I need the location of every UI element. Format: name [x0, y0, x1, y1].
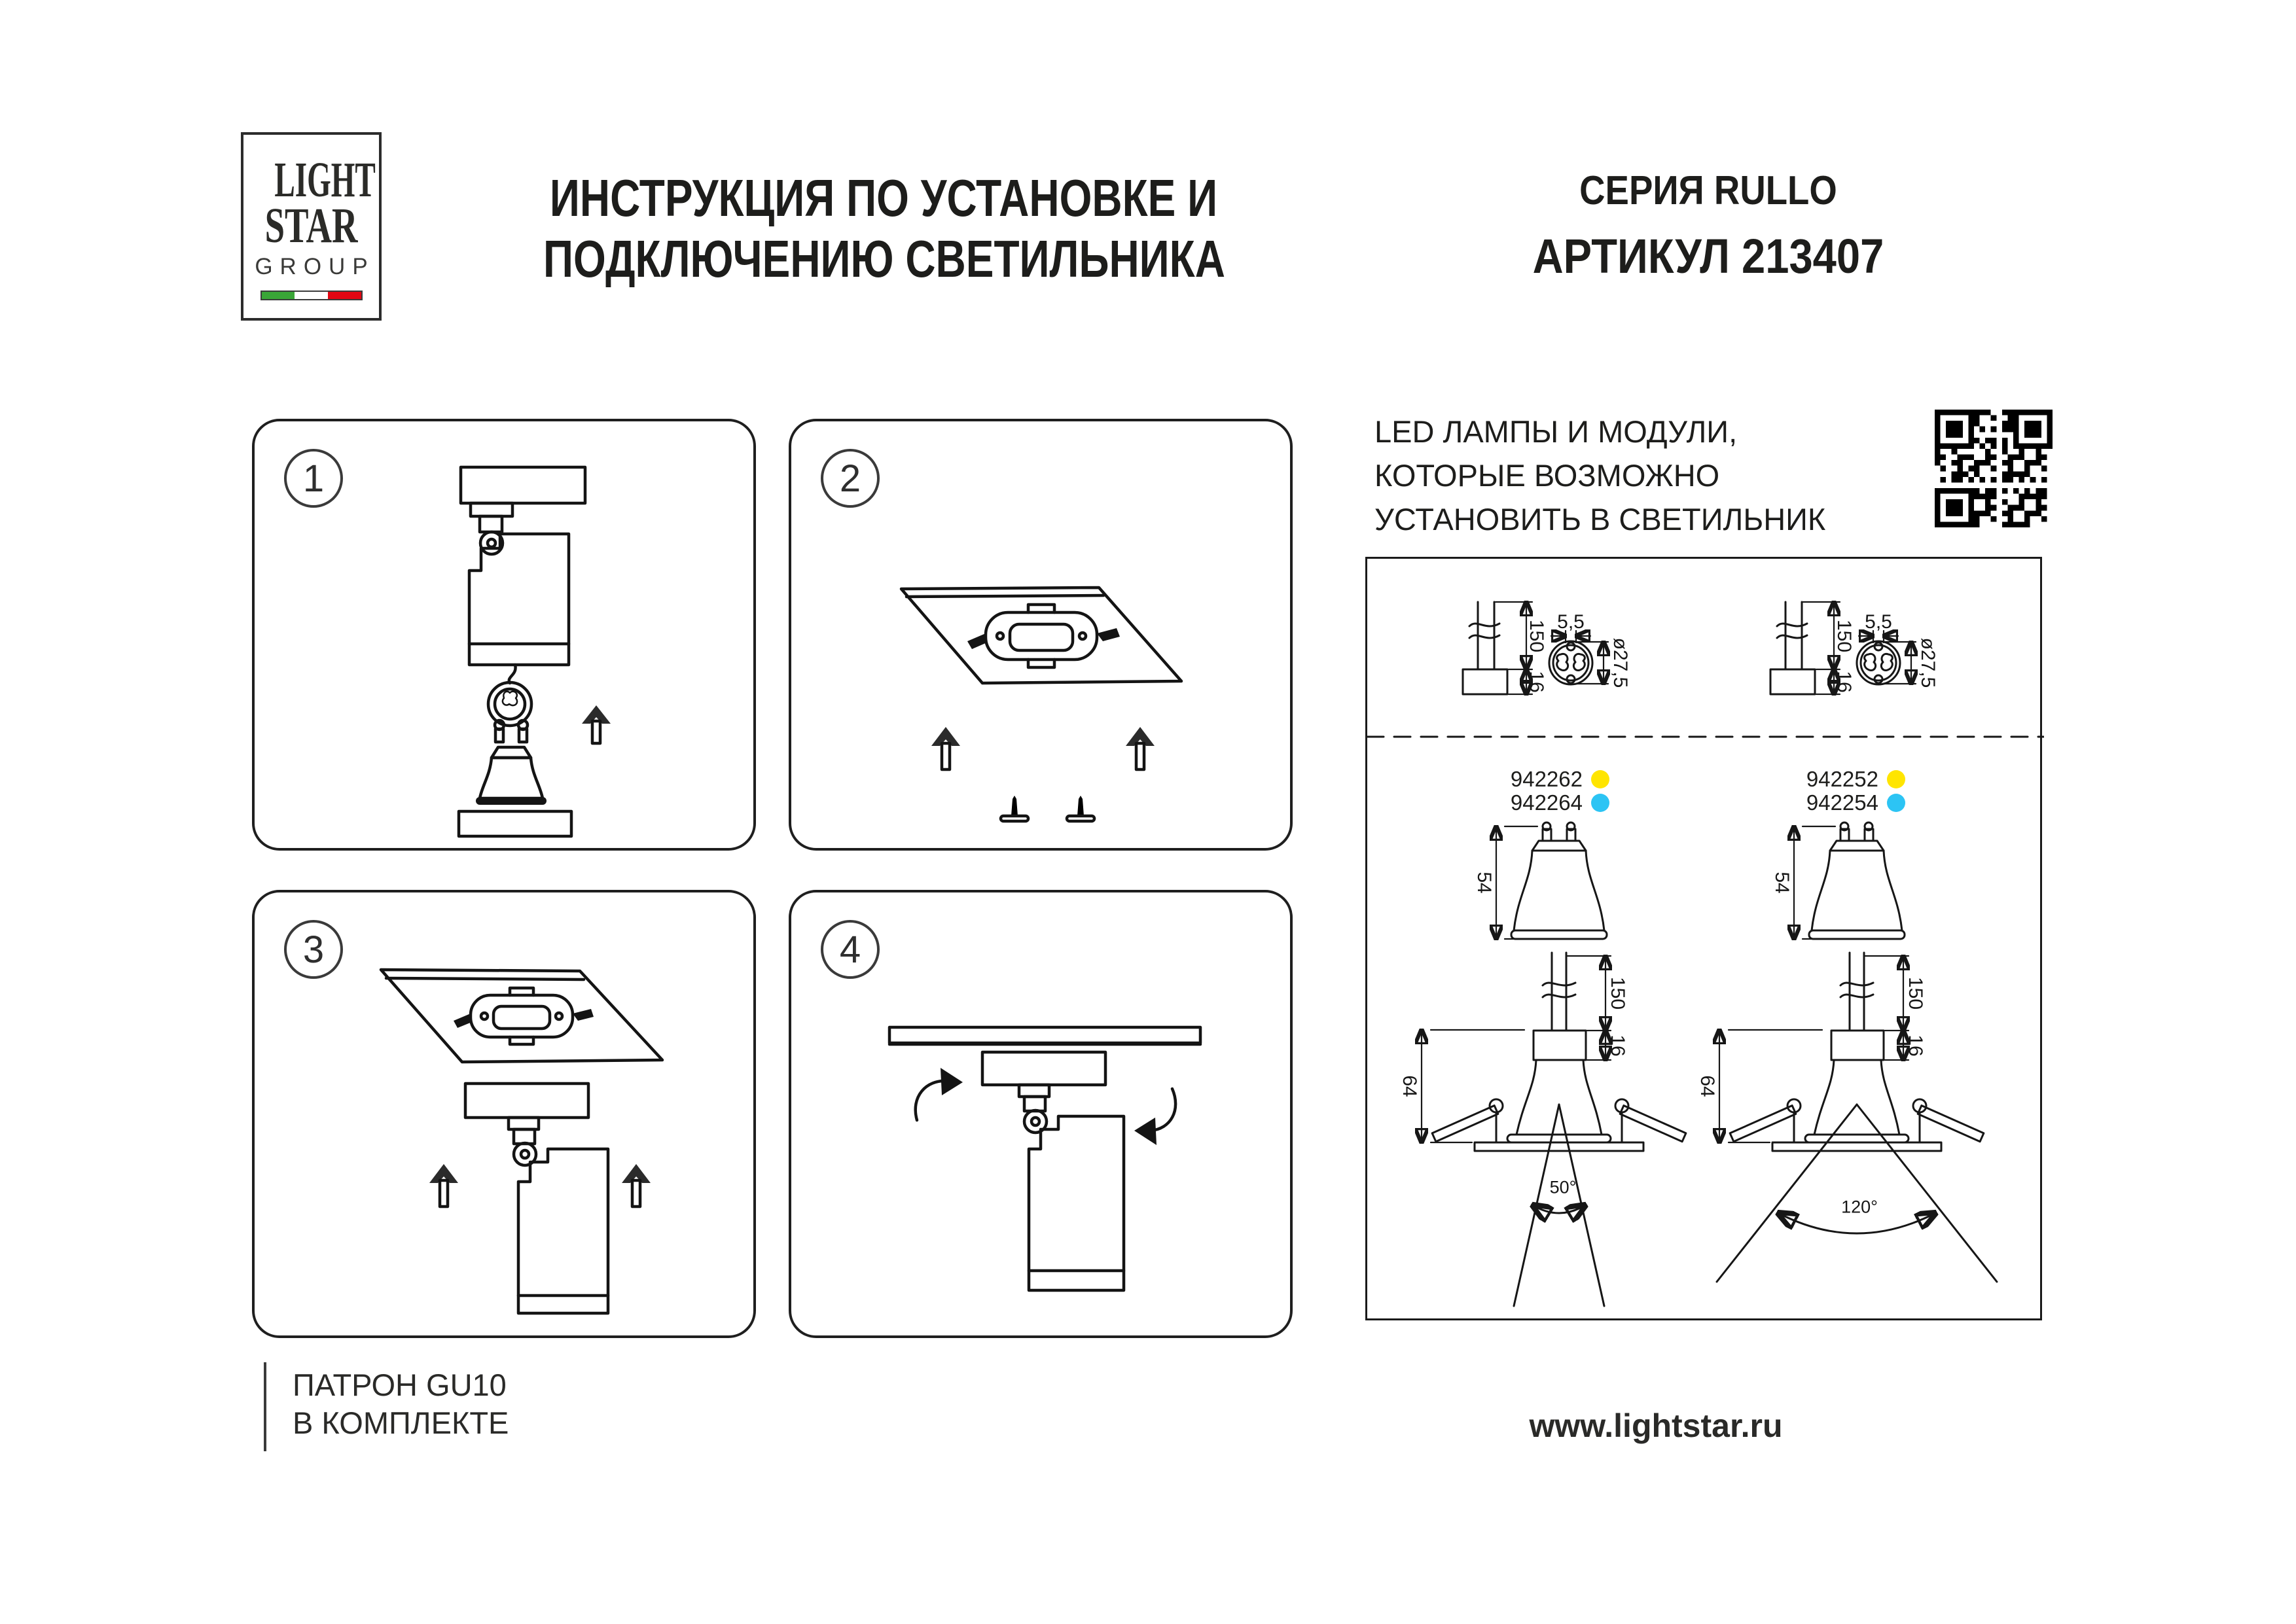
page-title-line1: ИНСТРУКЦИЯ ПО УСТАНОВКЕ И: [549, 169, 1218, 227]
screw-icon: [1001, 796, 1028, 821]
dim-diameter: ø27,5: [1609, 637, 1631, 688]
dim-cable-length: 150: [1607, 976, 1628, 1010]
dim-socket-height: 16: [1526, 671, 1547, 693]
lamp-code-row: [1755, 792, 1905, 813]
dim-cable-length: 150: [1526, 619, 1547, 653]
step-panel-4: [789, 890, 1293, 1338]
color-dot-yellow: [1591, 770, 1609, 788]
lamp-code: 942254: [1806, 790, 1878, 815]
lamp-code-row: [1459, 792, 1609, 813]
up-arrow-icon: [931, 727, 960, 769]
step-1-diagram: [255, 421, 759, 853]
led-note-line3: УСТАНОВИТЬ В СВЕТИЛЬНИК: [1374, 502, 1826, 537]
series-label: СЕРИЯ RULLO: [1579, 168, 1837, 213]
lamp-spec-drawing: [1367, 559, 2044, 1322]
product-id-block: [1496, 168, 1921, 284]
screw-icon: [1067, 796, 1094, 821]
flag-green: [262, 292, 295, 299]
flag-red: [328, 292, 361, 299]
lamp-spec-panel: [1365, 557, 2042, 1320]
step-4-diagram: [791, 892, 1295, 1341]
dim-socket-height: 16: [1905, 1034, 1926, 1057]
up-arrow-icon: [622, 1164, 651, 1207]
dim-socket-height: 16: [1833, 671, 1855, 693]
rotate-arrow-icon: [916, 1068, 963, 1120]
lamp-codes-col1: [1459, 768, 1609, 815]
qr-code: [1935, 410, 2053, 527]
dim-lamp-height: 54: [1473, 872, 1495, 894]
included-socket-note-line2: В КОМПЛЕКТЕ: [293, 1405, 509, 1440]
flag-white: [295, 292, 328, 299]
dim-diameter: ø27,5: [1917, 637, 1939, 688]
lamp-code: 942252: [1806, 766, 1878, 791]
rotate-arrow-icon: [1134, 1089, 1175, 1145]
included-socket-note-line1: ПАТРОН GU10: [293, 1368, 507, 1402]
footer-rule: [264, 1362, 266, 1451]
color-dot-blue: [1591, 794, 1609, 812]
step-panel-2: [789, 419, 1293, 851]
page-title: [458, 168, 1309, 289]
step-number-1: 1: [284, 449, 343, 508]
lamp-code-row: [1459, 768, 1609, 790]
lightstar-logo: [241, 132, 382, 321]
dim-pin-gap: 5,5: [1557, 611, 1585, 633]
included-socket-note: [293, 1366, 509, 1442]
step-number-2: 2: [821, 449, 880, 508]
lamp-code: 942262: [1510, 766, 1583, 791]
dim-recess-depth: 64: [1399, 1075, 1420, 1097]
up-arrow-icon: [429, 1164, 458, 1207]
step-3-diagram: [255, 892, 759, 1341]
led-note-line2: КОТОРЫЕ ВОЗМОЖНО: [1374, 458, 1720, 493]
color-dot-yellow: [1887, 770, 1905, 788]
color-dot-blue: [1887, 794, 1905, 812]
lamp-code-row: [1755, 768, 1905, 790]
led-note-line1: LED ЛАМПЫ И МОДУЛИ,: [1374, 414, 1738, 449]
up-arrow-icon: [582, 705, 611, 743]
dim-cable-length: 150: [1833, 619, 1855, 653]
step-number-4: 4: [821, 920, 880, 979]
logo-word-star: STAR: [264, 198, 358, 253]
led-note: [1374, 410, 1937, 541]
step-2-diagram: [791, 421, 1295, 853]
logo-word-group: GROUP: [255, 254, 375, 279]
dim-cable-length: 150: [1905, 976, 1926, 1010]
dim-socket-height: 16: [1607, 1034, 1628, 1057]
beam-angle-label: 120°: [1841, 1197, 1878, 1217]
step-panel-1: [252, 419, 756, 851]
dim-lamp-height: 54: [1771, 872, 1793, 894]
article-label: АРТИКУЛ 213407: [1532, 229, 1884, 283]
dim-recess-depth: 64: [1696, 1075, 1718, 1097]
page-title-line2: ПОДКЛЮЧЕНИЮ СВЕТИЛЬНИКА: [543, 230, 1225, 288]
italy-flag-icon: [260, 291, 363, 300]
lamp-code: 942264: [1510, 790, 1583, 815]
logo-word-light: LIGHT: [274, 152, 376, 207]
website-url: www.lightstar.ru: [1529, 1407, 1783, 1444]
dim-pin-gap: 5,5: [1865, 611, 1892, 633]
step-number-3: 3: [284, 920, 343, 979]
up-arrow-icon: [1126, 727, 1155, 769]
lamp-codes-col2: [1755, 768, 1905, 815]
beam-angle-label: 50°: [1549, 1177, 1577, 1197]
step-panel-3: [252, 890, 756, 1338]
